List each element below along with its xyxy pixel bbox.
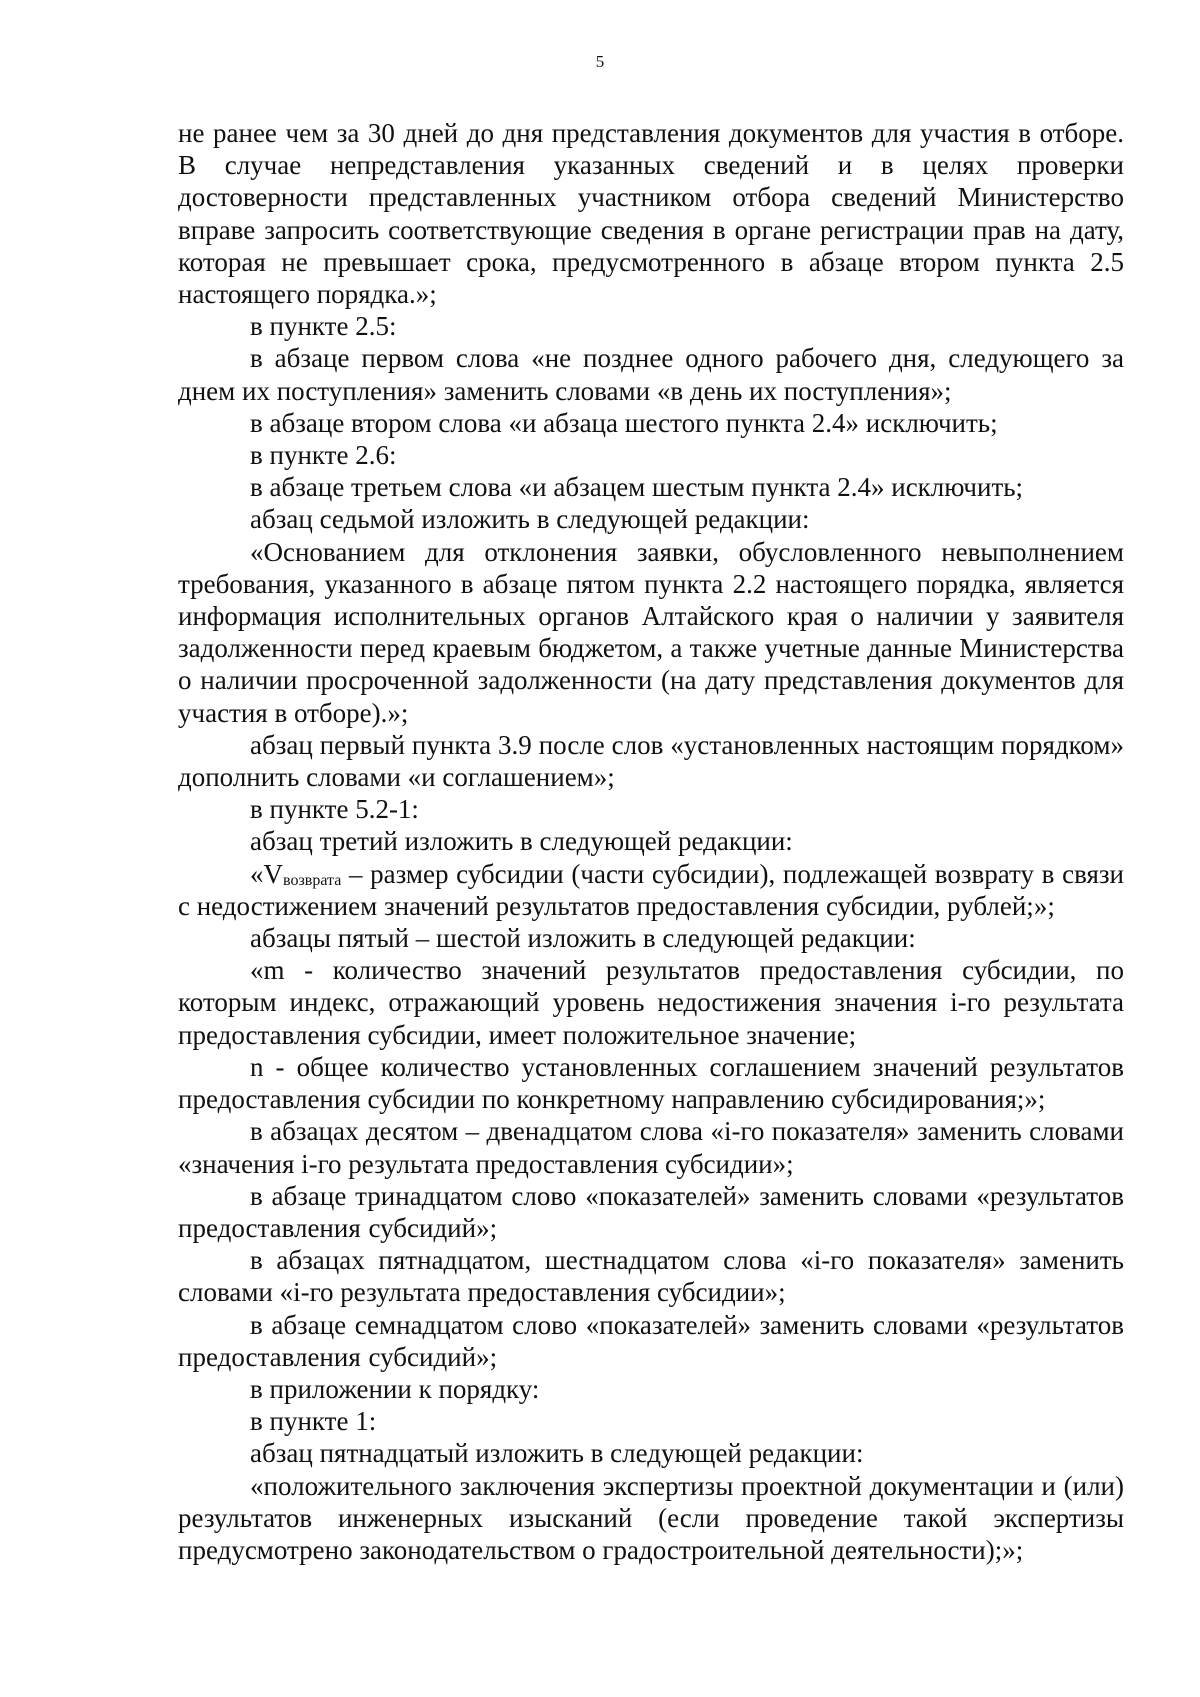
paragraph-appendix: в приложении к порядку: (250, 1373, 540, 1404)
paragraph-quoted-text: «m - количество значений результатов предоставления субсидии, по которым индекс, отражающий уровень недостижения значения i-го результата предоставления субсидии, имеет положительное значение; (178, 955, 1124, 1050)
paragraph-continuation: не ранее чем за 30 дней до дня представления документов для участия в отборе. В случае непредставления указанных сведений и в целях проверки достоверности представленных участником отбора сведений Министерство вправе запросить соответствующие сведения в органе регистрации прав на дату, которая не превышает срока, предусмотренного в абзаце втором пункта 2.5 настоящего порядка.»; (178, 118, 1124, 310)
paragraph-clause-5-2-1: в пункте 5.2-1: (250, 794, 419, 825)
paragraph-amendment: в абзаце семнадцатом слово «показателей» заменить словами «результатов предоставления субсидий»; (178, 1309, 1124, 1372)
paragraph-amendment: в абзацах пятнадцатом, шестнадцатом слова «i-го показателя» заменить словами «i-го результата предоставления субсидии»; (178, 1245, 1124, 1308)
document-body (178, 117, 1124, 1566)
paragraph-amendment: в абзаце первом слова «не позднее одного рабочего дня, следующего за днем их поступления» заменить словами «в день их поступления»; (178, 343, 1124, 406)
paragraph-quoted-text: n - общее количество установленных соглашением значений результатов предоставления субсидии по конкретному направлению субсидирования;»; (178, 1051, 1124, 1115)
formula-variable: «V (250, 858, 283, 889)
paragraph-amendment: в абзаце втором слова «и абзаца шестого пункта 2.4» исключить; (250, 407, 998, 438)
paragraph-amendment: абзац седьмой изложить в следующей редакции: (250, 504, 810, 535)
formula-definition-text: – размер субсидии (части субсидии), подлежащей возврату в связи с недостижением значений результатов предоставления субсидии, рублей;»; (178, 858, 1124, 921)
paragraph-amendment: абзац третий изложить в следующей редакции: (250, 826, 793, 857)
paragraph-quoted-text: «положительного заключения экспертизы проектной документации и (или) результатов инженерных изысканий (если проведение такой экспертизы предусмотрено законодательством о градостроительной деятельности);»; (178, 1470, 1124, 1565)
paragraph-formula-definition (178, 858, 1124, 922)
paragraph-clause-2-5: в пункте 2.5: (250, 311, 397, 342)
paragraph-amendment: в абзаце третьем слова «и абзацем шестым пункта 2.4» исключить; (250, 472, 1024, 503)
paragraph-amendment: в абзаце тринадцатом слово «показателей» заменить словами «результатов предоставления субсидий»; (178, 1180, 1124, 1243)
paragraph-amendment: абзац первый пункта 3.9 после слов «установленных настоящим порядком» дополнить словами «и соглашением»; (178, 729, 1124, 793)
formula-subscript: возврата (283, 871, 342, 889)
paragraph-amendment: абзац пятнадцатый изложить в следующей редакции: (250, 1438, 864, 1469)
paragraph-clause-2-6: в пункте 2.6: (250, 440, 397, 471)
paragraph-clause-1: в пункте 1: (250, 1406, 377, 1437)
paragraph-amendment: абзацы пятый – шестой изложить в следующей редакции: (250, 923, 916, 954)
page-number: 5 (595, 52, 605, 71)
paragraph-quoted-text: «Основанием для отклонения заявки, обусловленного невыполнением требования, указанного в абзаце пятом пункта 2.2 настоящего порядка, является информация исполнительных органов Алтайского края о наличии у заявителя задолженности перед краевым бюджетом, а также учетные данные Министерства о наличии просроченной задолженности (на дату представления документов для участия в отборе).»; (178, 536, 1124, 728)
paragraph-amendment: в абзацах десятом – двенадцатом слова «i-го показателя» заменить словами «значения i-го результата предоставления субсидии»; (178, 1116, 1124, 1179)
